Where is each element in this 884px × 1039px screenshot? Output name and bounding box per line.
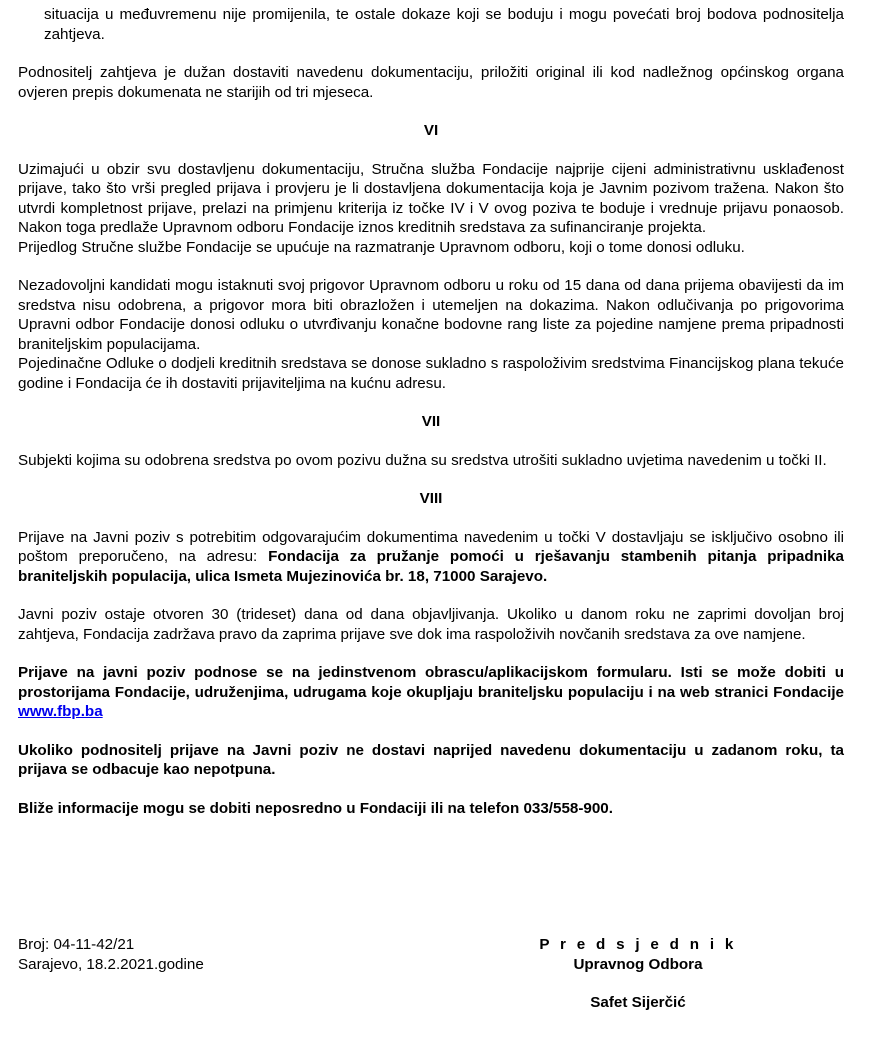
signatory-title: P r e d s j e d n i k [539, 936, 737, 953]
section-heading-viii: VIII [419, 490, 443, 507]
section6-paragraph-2: Prijedlog Stručne službe Fondacije se upućuje na razmatranje Upravnom odboru, koji o tome donosi odluku. [18, 238, 745, 256]
signatory-body: Upravnog Odbora [573, 955, 703, 973]
signatory-name: Safet Sijerčić [590, 994, 686, 1011]
form-info-text: Prijave na javni poziv podnose se na jedinstvenom obrascu/aplikacijskom formularu. Isti se može dobiti u prostorijama Fondacije, udruženjima, udrugama koje okupljaju braniteljsku populaciju i na web stranici Fondacije [18, 664, 844, 701]
section-heading-vi: VI [423, 122, 439, 139]
foundation-address: Fondacija za pružanje pomoći u rješavanju stambenih pitanja pripadnika braniteljskih populacija, ulica Ismeta Mujezinovića br. 18, 71000 Sarajevo. [18, 548, 844, 585]
section-heading-vii: VII [421, 413, 441, 430]
intro-continuation: situacija u međuvremenu nije promijenila, te ostale dokaze koji se boduju i mogu povećati broj bodova podnositelja zahtjeva. [44, 6, 844, 43]
signature-footer [18, 935, 844, 1015]
section6-paragraph-4: Pojedinačne Odluke o dodjeli kreditnih sredstava se donose sukladno s raspoloživim sredstvima Financijskog plana tekuće godine i Fondacija će ih dostaviti prijaviteljima na kućnu adresu. [18, 355, 844, 392]
section8-paragraph-2: Javni poziv ostaje otvoren 30 (trideset) dana od dana objavljivanja. Ukoliko u danom roku ne zaprimi dovoljan broj zahtjeva, Fondacija zadržava pravo da zaprima prijave sve dok ima raspoloživih novčanih sredstava za ove namjene. [18, 606, 844, 643]
website-link[interactable]: www.fbp.ba [18, 703, 103, 720]
section8-paragraph-5: Bliže informacije mogu se dobiti neposredno u Fondaciji ili na telefon 033/558-900. [18, 799, 613, 817]
section8-paragraph-4: Ukoliko podnositelj prijave na Javni poziv ne dostavi naprijed navedenu dokumentaciju u zadanom roku, ta prijava se odbacuje kao nepotpuna. [18, 741, 844, 778]
reference-number: Broj: 04-11-42/21 [18, 936, 135, 953]
address-intro-text: Prijave na Javni poziv s potrebitim odgovarajućim dokumentima navedenim u točki V dostavljaju se isključivo osobno ili poštom preporučeno, na adresu: [18, 528, 844, 565]
document-body [18, 5, 844, 818]
section6-paragraph-3: Nezadovoljni kandidati mogu istaknuti svoj prigovor Upravnom odboru u roku od 15 dana od dana prijema obavijesti da im sredstva nisu odobrena, a prigovor mora biti obrazložen i utemeljen na dokazima. Nakon odlučivanja po prigovorima Upravni odbor Fondacije donosi odluku o utvrđivanju konačne bodovne rang liste za pojedine namjene prema pripadnosti braniteljskim populacijama. [18, 277, 844, 353]
section8-paragraph-3 [18, 663, 844, 722]
place-and-date: Sarajevo, 18.2.2021.godine [18, 955, 204, 973]
signatory-block [538, 935, 738, 1013]
section8-paragraph-1 [18, 528, 844, 587]
intro-duty-paragraph: Podnositelj zahtjeva je dužan dostaviti navedenu dokumentaciju, priložiti original ili kod nadležnog općinskog organa ovjeren prepis dokumenata ne starijih od tri mjeseca. [18, 64, 844, 101]
section7-paragraph-1: Subjekti kojima su odobrena sredstva po ovom pozivu dužna su sredstva utrošiti sukladno uvjetima navedenim u točki II. [18, 451, 827, 469]
section6-paragraph-1: Uzimajući u obzir svu dostavljenu dokumentaciju, Stručna služba Fondacije najprije cijeni administrativnu usklađenost prijave, tako što vrši pregled prijava i provjeru je li dostavljena dokumentacija koja je Javnim pozivom tražena. Nakon što utvrdi kompletnost prijave, prelazi na primjenu kriterija iz točke IV i V ovog poziva te boduje i vrednuje prijavu ponaosob. Nakon toga predlaže Upravnom odboru Fondacije iznos kreditnih sredstava za sufinanciranje projekta. [18, 160, 844, 236]
document-reference [18, 935, 204, 974]
